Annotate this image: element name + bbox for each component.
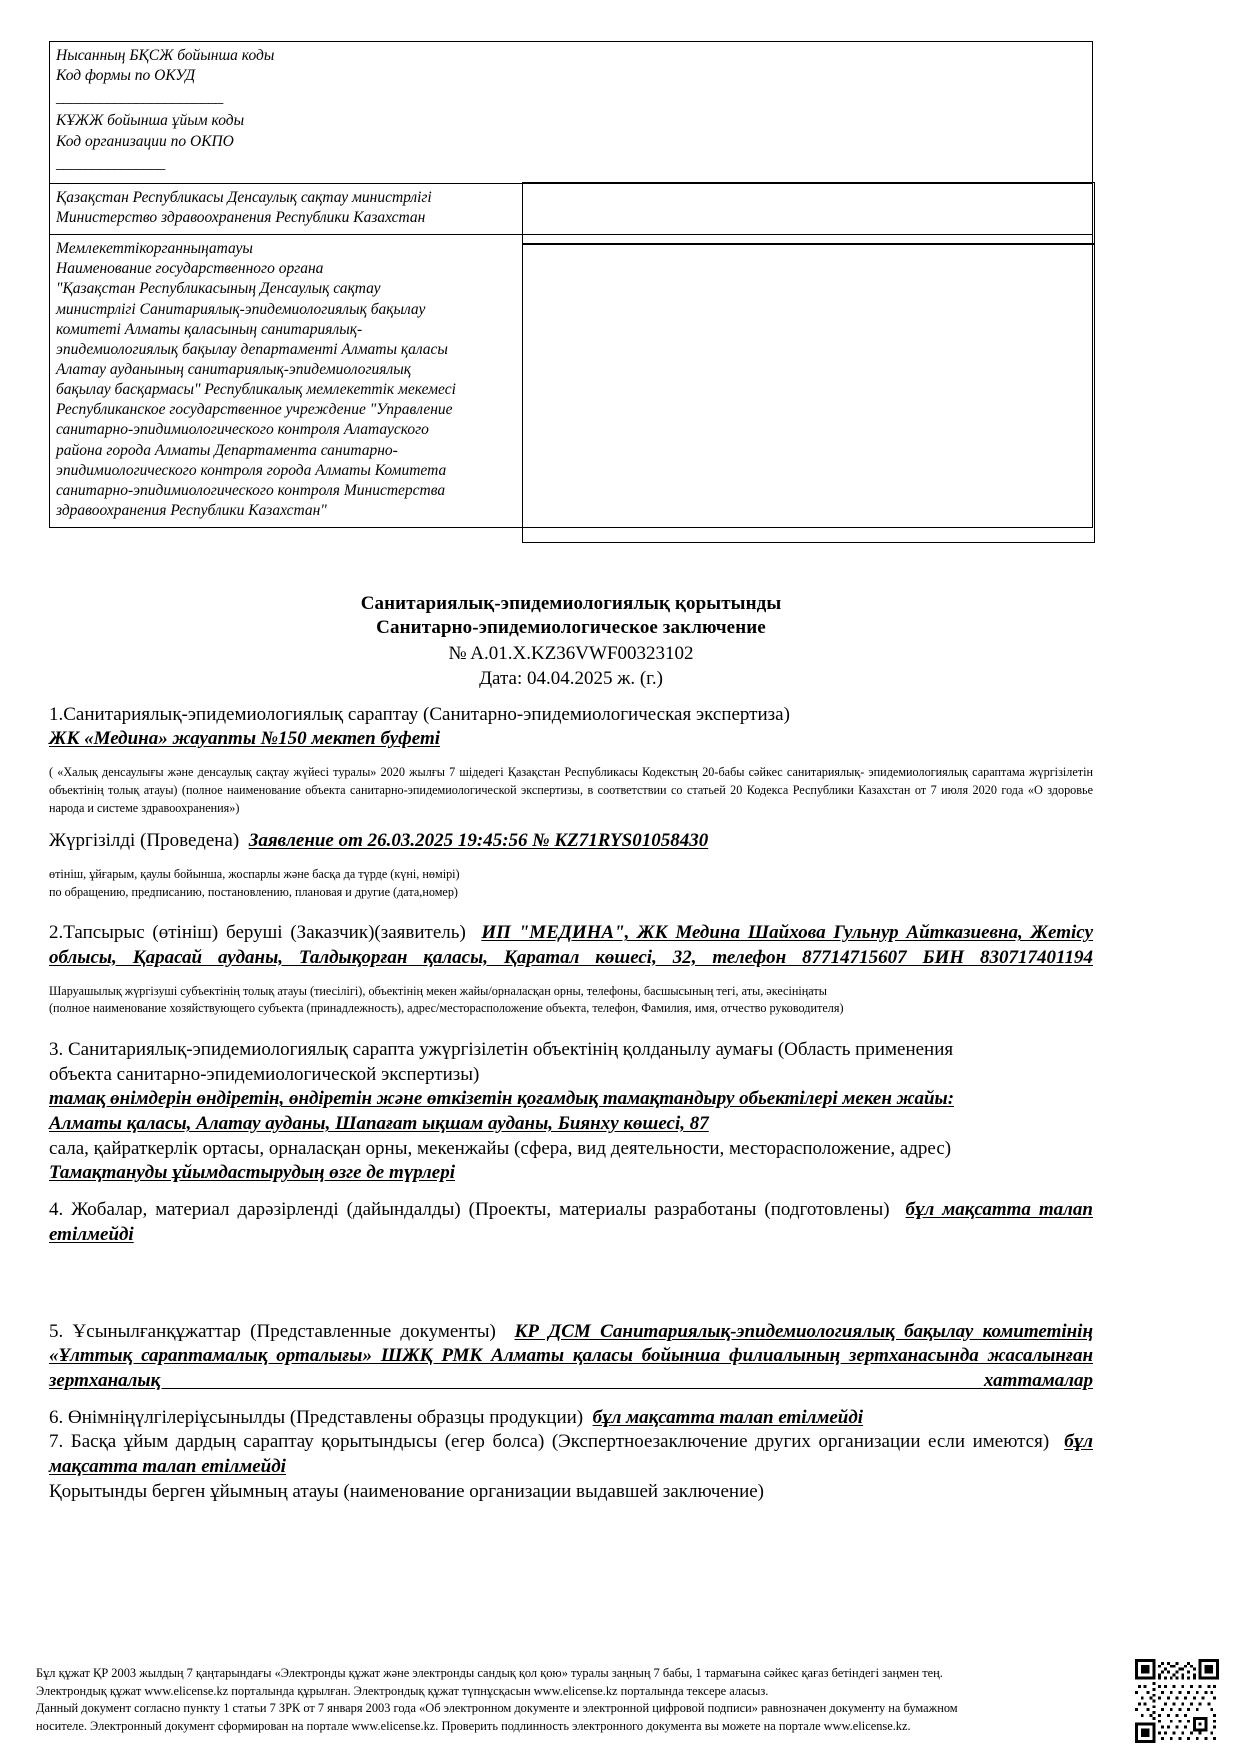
section-3-value-line3: Тамақтануды ұйымдастырудың өзге де түрлері bbox=[49, 1162, 455, 1184]
state-body-name-line: санитарно-эпидимиологического контроля Алатауского bbox=[56, 421, 429, 439]
codes-cell bbox=[50, 42, 1093, 184]
footer-line-3: Данный документ согласно пункту 1 статьи 7 ЗРК от 7 января 2003 года «Об электронном документе и электронной цифровой подписи» равнозначен документу на бумажном bbox=[36, 1701, 958, 1716]
conducted-value: Заявление от 26.03.2025 19:45:56 № KZ71RYS01058430 bbox=[248, 830, 709, 852]
conducted-note-kk: өтініш, ұйғарым, қаулы бойынша, жоспарлы және басқа да түрде (күні, нөмірі) bbox=[49, 866, 460, 881]
state-body-name-line: санитарно-эпидимиологического контроля Министерства bbox=[56, 481, 446, 499]
section-1-label: 1.Санитариялық-эпидемиологиялық сараптау (Санитарно-эпидемиологическая экспертиза) bbox=[49, 703, 790, 725]
state-body-name-line: министрлігі Санитариялық-эпидемиологиялық бақылау bbox=[56, 300, 426, 318]
ministry-empty-cell bbox=[522, 182, 1095, 245]
section-4-label: 4. Жобалар, материал дарәзірленді (дайындалды) (Проекты, материалы разработаны (подготовлены) bbox=[49, 1199, 890, 1221]
form-code-rule: _______________________ bbox=[56, 89, 223, 107]
section-3-label-line1: 3. Санитариялық-эпидемиологиялық сарапта ужүргізілетін объектінің қолданылу аумағы (Область применения bbox=[49, 1039, 954, 1061]
state-body-name-line: здравоохранения Республики Казахстан" bbox=[56, 501, 327, 519]
state-body-name-line: "Қазақстан Республикасының Денсаулық сақтау bbox=[56, 280, 381, 298]
section-6 bbox=[49, 1406, 1093, 1431]
org-code-kk: КҰЖЖ бойынша ұйым коды bbox=[56, 112, 245, 130]
footer-line-1: Бұл құжат ҚР 2003 жылдың 7 қаңтарындағы «Электронды құжат және электронды сандық қол қою» туралы заңның 7 бабы, 1 тармағына сәйкес қағаз бетіндегі заңмен тең. bbox=[36, 1666, 943, 1680]
section-7 bbox=[49, 1430, 1093, 1479]
ministry-ru: Министерство здравоохранения Республики Казахстан bbox=[56, 208, 426, 226]
section-2-note-ru: (полное наименование хозяйствующего субъекта (принадлежность), адрес/месторасположение объекта, телефон, Фамилия, имя, отчество руководителя) bbox=[49, 1001, 844, 1016]
section-3-label-line2: объекта санитарно-эпидемиологической экспертизы) bbox=[49, 1063, 480, 1085]
document-body bbox=[49, 592, 1093, 1504]
org-code-ru: Код организации по ОКПО bbox=[56, 132, 234, 150]
footer-line-4: носителе. Электронный документ сформирован на портале www.elicense.kz. Проверить подлинность электронного документа вы можете на портале www.elicense.kz. bbox=[36, 1718, 911, 1733]
section-4 bbox=[49, 1198, 1093, 1247]
conducted-note-ru: по обращению, предписанию, постановлению, плановая и другие (дата,номер) bbox=[49, 884, 458, 899]
section-2-note-kk: Шаруашылық жүргізуші субъектінің толық атауы (тиесілігі), объектінің мекен жайы/орналасқан орны, телефоны, басшысының тегі, аты, әкесініңаты bbox=[49, 983, 827, 998]
state-body-empty-cell bbox=[522, 243, 1095, 543]
section-8-label: Қорытынды берген ұйымның атауы (наименование организации выдавшей заключение) bbox=[49, 1480, 765, 1502]
state-body-name-line: бақылау басқармасы" Республикалық мемлекеттік мекемесі bbox=[56, 381, 456, 399]
legal-footer bbox=[36, 1665, 1016, 1735]
ministry-kk: Қазақстан Республикасы Денсаулық сақтау министрлігі bbox=[56, 188, 432, 206]
footer-line-2: Электрондық құжат www.elicense.kz порталында құрылған. Электрондық құжат түпнұсқасын www.elicense.kz порталында тексере аласыз. bbox=[36, 1683, 769, 1698]
state-body-label-ru: Наименование государственного органа bbox=[56, 260, 324, 278]
qr-code-icon bbox=[1135, 1659, 1219, 1743]
org-code-rule: _______________ bbox=[56, 154, 165, 172]
section-4-value: бұл мақсатта талап етілмейді bbox=[49, 1199, 1094, 1245]
state-body-name-line: Республиканское государственное учреждение "Управление bbox=[56, 401, 453, 419]
section-2-label: 2.Тапсырыс (өтініш) беруші (Заказчик)(заявитель) bbox=[49, 922, 466, 944]
document-number: № A.01.X.KZ36VWF00323102 bbox=[448, 642, 694, 664]
section-7-value: бұл мақсатта талап етілмейді bbox=[49, 1431, 1093, 1477]
header-row-codes bbox=[50, 42, 1093, 184]
form-code-kk: Нысанның БҚСЖ бойынша коды bbox=[56, 47, 275, 64]
state-body-name-line: Алатау ауданының санитариялық-эпидемиологиялық bbox=[56, 360, 412, 378]
form-code-ru: Код формы по ОКУД bbox=[56, 67, 196, 85]
section-2 bbox=[49, 921, 1093, 970]
section-5 bbox=[49, 1320, 1093, 1394]
state-body-name-line: района города Алматы Департамента санитарно- bbox=[56, 441, 398, 459]
state-body-name-line: эпидемиологиялық бақылау департаменті Алматы қаласы bbox=[56, 340, 448, 358]
conducted-row bbox=[49, 829, 1093, 854]
section-3-note: сала, қайраткерлік ортасы, орналасқан орны, мекенжайы (сфера, вид деятельности, месторасположение, адрес) bbox=[49, 1137, 952, 1159]
state-body-label-kk: Мемлекеттікорганныңатауы bbox=[56, 240, 253, 258]
document-date: Дата: 04.04.2025 ж. (г.) bbox=[479, 667, 663, 689]
state-body-name-line: комитеті Алматы қаласының санитариялық- bbox=[56, 320, 363, 338]
section-5-value: КР ДСМ Санитариялық-эпидемиологиялық бақылау комитетінің «Ұлттық сараптамалық орталығы» ШЖҚ РМК Алматы қаласы бойынша филиалының зертханасында жасалынған зертханалық хаттамалар bbox=[49, 1320, 1094, 1391]
section-2-value: ИП "МЕДИНА", ЖК Медина Шайхова Гульнур Айтказиевна, Жетісу облысы, Қарасай ауданы, Талдықорған қаласы, Қаратал көшесі, 32, телефон 87714715607 БИН 830717401194 bbox=[49, 922, 1094, 968]
section-1-note: ( «Халық денсаулығы және денсаулық сақтау жүйесі туралы» 2020 жылғы 7 шідедегі Қазақстан Республикасы Кодекстың 20-бабы сәйкес санитариялық- эпидемиологиялық сараптама жүргізілетін объектінің толық атауы) (полное наименование объекта санитарно-эпидемиологической экспертизы, в соответствии со статьей 20 Кодекса Республики Казахстан от 7 июля 2020 года «О здоровье народа и системе здравоохранения») bbox=[49, 765, 1093, 815]
title-kk: Санитариялық-эпидемиологиялық қорытынды bbox=[360, 593, 782, 614]
section-3 bbox=[49, 1038, 1093, 1186]
section-8 bbox=[49, 1480, 1093, 1505]
section-6-value: бұл мақсатта талап етілмейді bbox=[592, 1406, 864, 1428]
section-6-label: 6. Өнімніңүлгілеріұсынылды (Представлены образцы продукции) bbox=[49, 1406, 584, 1428]
title-ru: Санитарно-эпидемиологическое заключение bbox=[376, 617, 766, 639]
section-1 bbox=[49, 703, 1093, 752]
state-body-name-line: эпидимиологического контроля города Алматы Комитета bbox=[56, 461, 447, 479]
section-3-value-line2: Алматы қаласы, Алатау ауданы, Шапағат ықшам ауданы, Биянху көшесі, 87 bbox=[49, 1113, 709, 1135]
section-3-value-line1: тамақ өнімдерін өндіретін, өндіретін және өткізетін қоғамдық тамақтандыру обьектілері мекен жайы: bbox=[49, 1088, 955, 1110]
section-7-label: 7. Басқа ұйым дардың сараптау қорытындысы (егер болса) (Экспертноезаключение других организации если имеются) bbox=[49, 1431, 1050, 1453]
section-1-value: ЖК «Медина» жауапты №150 мектеп буфеті bbox=[49, 728, 441, 750]
conducted-label: Жүргізілді (Проведена) bbox=[49, 830, 240, 852]
section-5-label: 5. Ұсынылғанқұжаттар (Представленные документы) bbox=[49, 1320, 496, 1342]
